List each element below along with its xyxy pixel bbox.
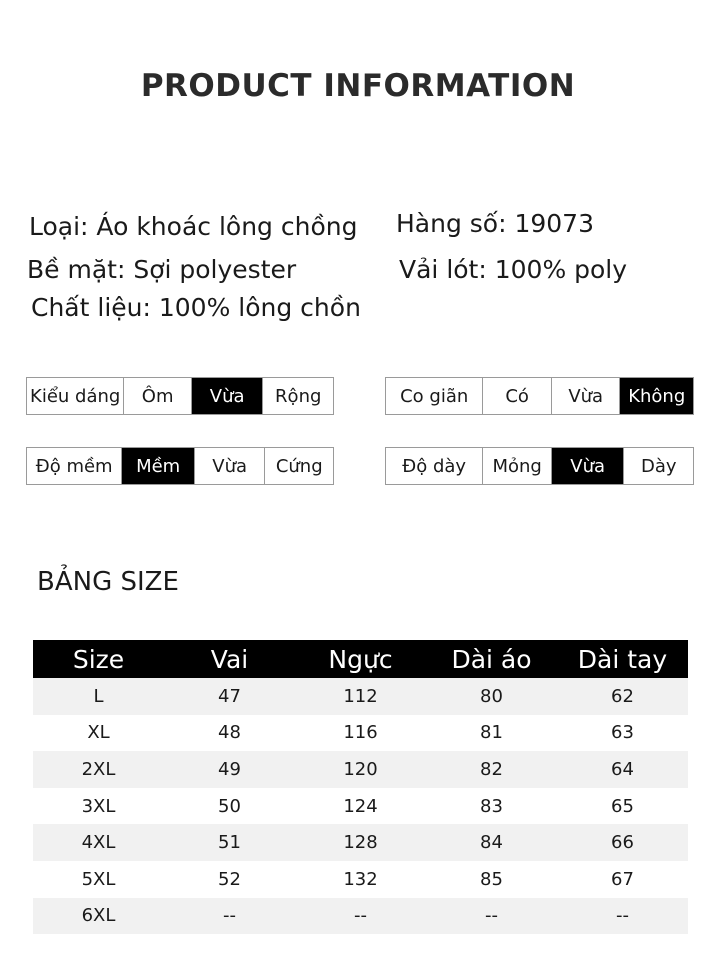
table-cell: 2XL (33, 751, 164, 788)
table-cell: 49 (164, 751, 295, 788)
table-cell: -- (295, 898, 426, 935)
info-surface: Bề mặt: Sợi polyester (27, 255, 297, 284)
table-cell: L (33, 678, 164, 715)
table-cell: 6XL (33, 898, 164, 935)
info-type: Loại: Áo khoác lông chồng (29, 212, 358, 241)
col-header-length: Dài áo (426, 640, 557, 678)
table-cell: 63 (611, 722, 634, 744)
table-row (33, 898, 688, 935)
attr-fit-option-selected: Vừa (191, 378, 263, 414)
table-cell: 128 (295, 824, 426, 861)
attr-stretch-option: Vừa (551, 378, 620, 414)
attr-fit-option: Rộng (262, 378, 333, 414)
table-cell: 80 (426, 678, 557, 715)
table-cell: 67 (611, 868, 634, 890)
table-cell: XL (87, 722, 110, 744)
attr-thickness-label: Độ dày (402, 455, 467, 477)
attr-fit-label: Kiểu dáng (30, 385, 121, 407)
attr-stretch-label: Co giãn (400, 385, 469, 407)
attr-thickness (385, 447, 694, 485)
table-cell: 62 (557, 678, 688, 715)
table-cell: 3XL (81, 795, 116, 817)
table-cell: 64 (557, 751, 688, 788)
table-cell: 50 (218, 795, 241, 817)
table-cell: 82 (426, 751, 557, 788)
table-cell: 116 (343, 722, 378, 744)
attr-softness-label: Độ mềm (35, 455, 113, 477)
col-header-size: Size (33, 640, 164, 678)
page-title: PRODUCT INFORMATION (140, 68, 576, 104)
table-cell: 83 (480, 795, 503, 817)
table-cell: 4XL (33, 824, 164, 861)
table-cell: 81 (480, 722, 503, 744)
info-item-number: Hàng số: 19073 (396, 209, 594, 238)
table-cell: 132 (343, 868, 378, 890)
attr-softness (26, 447, 334, 485)
col-header-chest: Ngực (295, 640, 426, 678)
attr-thickness-option: Dày (623, 448, 693, 484)
attr-fit-option: Ôm (123, 378, 191, 414)
attr-softness-option: Cứng (264, 448, 333, 484)
size-table-header (33, 640, 688, 678)
info-lining: Vải lót: 100% poly (399, 255, 628, 284)
attr-thickness-option-selected: Vừa (551, 448, 624, 484)
table-cell: 84 (426, 824, 557, 861)
col-header-shoulder: Vai (164, 640, 295, 678)
table-cell: 85 (480, 868, 503, 890)
table-cell: 112 (295, 678, 426, 715)
size-chart-title: BẢNG SIZE (37, 567, 179, 597)
attr-stretch-option: Có (482, 378, 551, 414)
attr-stretch (385, 377, 694, 415)
table-cell: -- (426, 898, 557, 935)
table-cell: -- (557, 898, 688, 935)
table-cell: 48 (218, 722, 241, 744)
size-table (33, 640, 688, 934)
info-material: Chất liệu: 100% lông chồn (31, 293, 361, 322)
col-header-sleeve: Dài tay (557, 640, 688, 678)
table-cell: 51 (164, 824, 295, 861)
table-cell: -- (164, 898, 295, 935)
table-row (33, 751, 688, 788)
attr-softness-option-selected: Mềm (121, 448, 194, 484)
table-cell: 124 (343, 795, 378, 817)
table-row (33, 861, 688, 898)
attr-softness-option: Vừa (194, 448, 265, 484)
table-row (33, 678, 688, 715)
attr-thickness-option: Mỏng (482, 448, 551, 484)
table-cell: 66 (557, 824, 688, 861)
table-cell: 120 (295, 751, 426, 788)
table-cell: 5XL (81, 868, 116, 890)
table-row (33, 715, 688, 752)
table-cell: 65 (611, 795, 634, 817)
table-row (33, 788, 688, 825)
attr-fit (26, 377, 334, 415)
table-cell: 52 (218, 868, 241, 890)
table-cell: 47 (164, 678, 295, 715)
attr-stretch-option-selected: Không (619, 378, 693, 414)
table-row (33, 824, 688, 861)
